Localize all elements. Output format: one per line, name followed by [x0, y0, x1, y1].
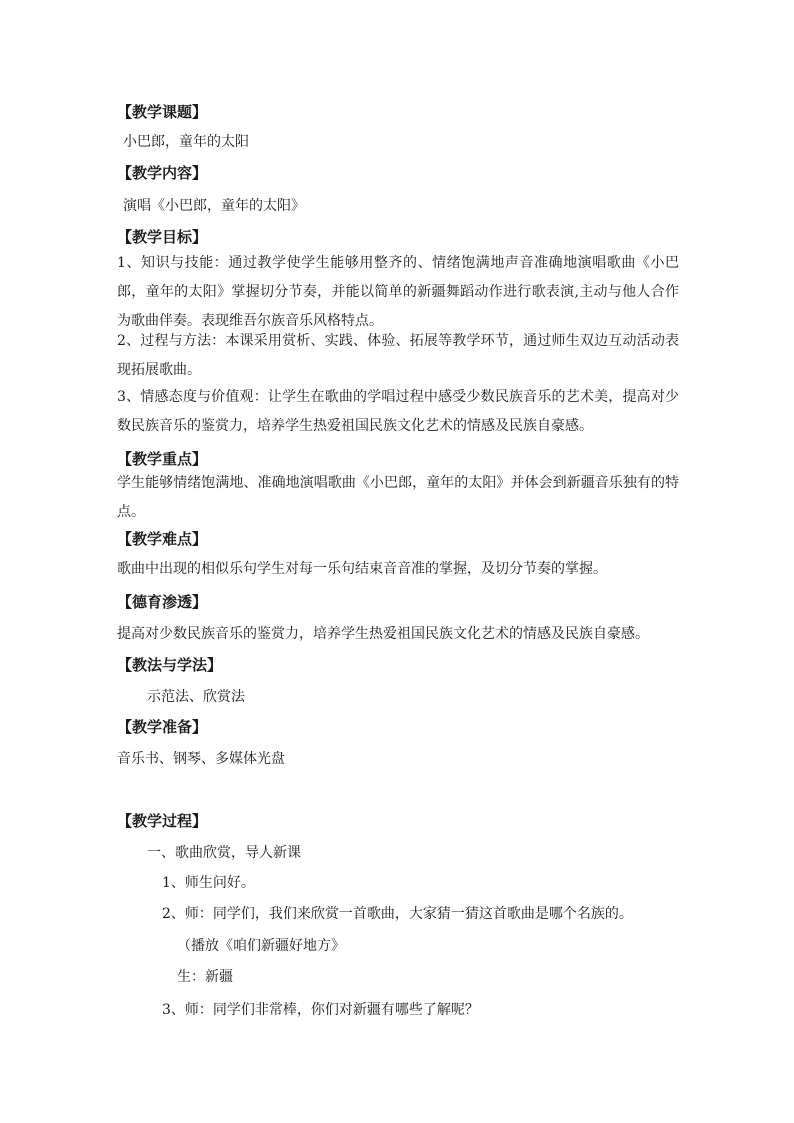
preparation-heading: 【教学准备】: [117, 718, 208, 736]
methods-heading: 【教法与学法】: [117, 656, 223, 674]
objectives-heading: 【教学目标】: [117, 228, 208, 246]
objective-item-2: 2、过程与方法：本课采用赏析、实践、体验、拓展等教学环节，通过师生双边互动活动表现拓展歌曲。: [117, 333, 679, 378]
process-sub-2-note: （播放《咱们新疆好地方》: [177, 938, 345, 954]
preparation-body: 音乐书、钢琴、多媒体光盘: [117, 751, 285, 767]
topic-body: 小巴郎，童年的太阳: [123, 134, 249, 150]
moral-body: 提高对少数民族音乐的鉴赏力，培养学生热爱祖国民族文化艺术的情感及民族自豪感。: [117, 626, 649, 642]
topic-heading: 【教学课题】: [117, 103, 208, 121]
difficulties-body: 歌曲中出现的相似乐句学生对每一乐句结束音音准的掌握，及切分节奏的掌握。: [117, 561, 607, 577]
process-sub-2: 2、师：同学们，我们来欣赏一首歌曲，大家猜一猜这首歌曲是哪个名族的。: [162, 906, 633, 922]
moral-heading: 【德育渗透】: [117, 593, 208, 611]
content-body: 演唱《小巴郎，童年的太阳》: [123, 198, 305, 214]
process-heading: 【教学过程】: [117, 812, 208, 830]
objective-item-1: 1、知识与技能：通过教学使学生能够用整齐的、情绪饱满地声音准确地演唱歌曲《小巴郎，童年的太阳》掌握切分节奏，并能以简单的新疆舞蹈动作进行歌表演,主动与他人合作为歌曲伴奏。表现维吾尔族音乐风格特点。: [117, 255, 679, 329]
difficulties-heading: 【教学难点】: [117, 530, 208, 548]
key-points-body: 学生能够情绪饱满地、准确地演唱歌曲《小巴郎，童年的太阳》并体会到新疆音乐独有的特点。: [117, 475, 679, 520]
process-sub-2-answer: 生：新疆: [177, 969, 233, 985]
key-points-heading: 【教学重点】: [117, 450, 208, 468]
process-step-1: 一、歌曲欣赏，导人新课: [147, 845, 301, 861]
process-sub-1: 1、师生问好。: [162, 875, 255, 891]
process-sub-3: 3、师：同学们非常棒，你们对新疆有哪些了解呢？: [162, 1002, 479, 1018]
objective-item-3: 3、情感态度与价值观：让学生在歌曲的学唱过程中感受少数民族音乐的艺术美，提高对少数民族音乐的鉴赏力，培养学生热爱祖国民族文化艺术的情感及民族自豪感。: [117, 389, 679, 434]
content-heading: 【教学内容】: [117, 164, 208, 182]
methods-body: 示范法、欣赏法: [147, 689, 245, 705]
